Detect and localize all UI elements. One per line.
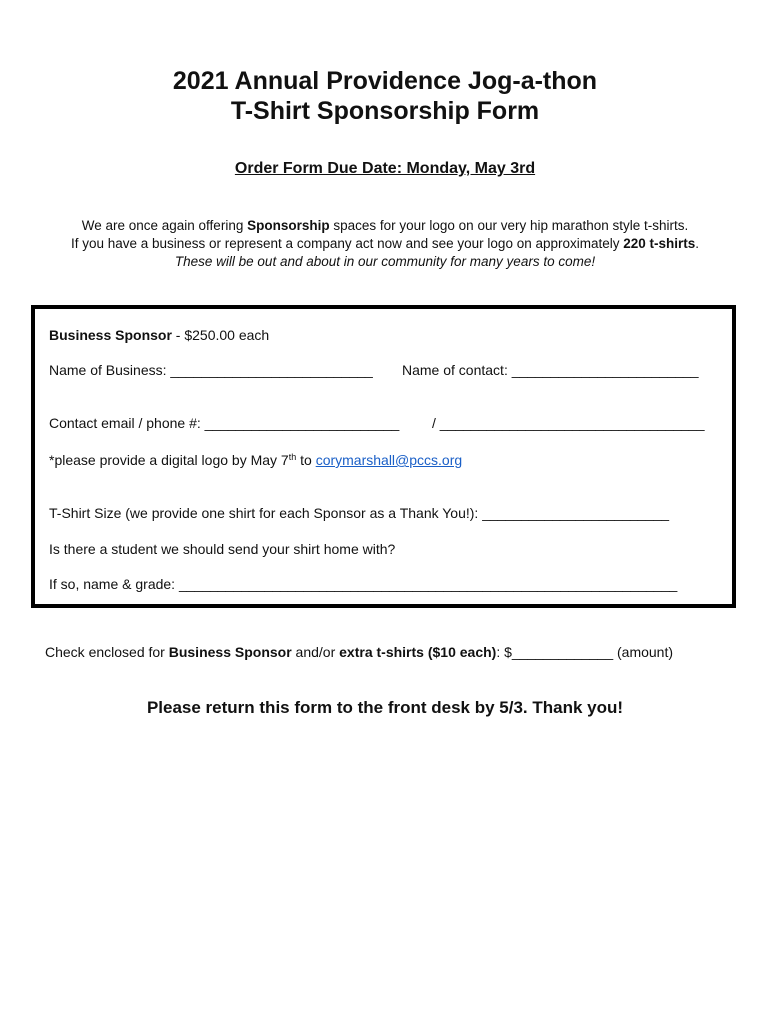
intro-line1-bold: Sponsorship: [247, 218, 330, 233]
sponsor-tier-name: Business Sponsor: [49, 327, 172, 343]
contact-row: [49, 414, 705, 432]
contact-email-field[interactable]: Contact email / phone #: _________________________: [49, 415, 400, 431]
intro-line-1: [0, 217, 770, 234]
closing-note: Please return this form to the front desk by 5/3. Thank you!: [146, 698, 624, 717]
logo-note: [49, 451, 462, 469]
student-question: Is there a student we should send your shirt home with?: [49, 541, 396, 557]
order-due-date: Order Form Due Date: Monday, May 3rd: [234, 160, 536, 177]
check-text-b: and/or: [291, 644, 340, 660]
check-bold-extra-shirts: extra t-shirts ($10 each): [339, 644, 497, 660]
intro-line-2: [0, 235, 770, 252]
sponsor-tier-row: [49, 326, 269, 344]
intro-line2-text-a: If you have a business or represent a company act now and see your logo on approximately: [70, 236, 624, 251]
intro-line1-text-b: spaces for your logo on our very hip marathon style t-shirts.: [329, 218, 689, 233]
check-amount-line: [45, 644, 673, 660]
form-title-line1: 2021 Annual Providence Jog-a-thon: [172, 67, 598, 95]
contact-phone-field[interactable]: / __________________________________: [432, 415, 705, 431]
tshirt-size-field[interactable]: T-Shirt Size (we provide one shirt for each Sponsor as a Thank You!): ________________________: [49, 505, 670, 521]
contact-name-field[interactable]: Name of contact: ________________________: [402, 362, 699, 378]
sponsor-info-box: [31, 305, 736, 608]
intro-line-3: These will be out and about in our community for many years to come!: [174, 254, 596, 269]
student-name-grade-field[interactable]: If so, name & grade: ________________________________________________________________: [49, 576, 678, 592]
intro-line2-text-b: .: [695, 236, 700, 251]
logo-note-text: *please provide a digital logo by May 7: [49, 452, 289, 468]
logo-email-link[interactable]: corymarshall@pccs.org: [315, 452, 463, 468]
intro-line1-text-a: We are once again offering: [81, 218, 248, 233]
check-text-a: Check enclosed for: [45, 644, 169, 660]
check-bold-sponsor: Business Sponsor: [168, 644, 292, 660]
sponsor-tier-price: - $250.00 each: [171, 327, 270, 343]
names-row: [49, 361, 699, 379]
intro-line2-bold: 220 t-shirts: [623, 236, 696, 251]
check-amount-field[interactable]: : $_____________ (amount): [496, 644, 674, 660]
form-title-line2: T-Shirt Sponsorship Form: [230, 97, 540, 125]
logo-note-to: to: [296, 452, 316, 468]
logo-note-sup: th: [288, 452, 297, 462]
business-name-field[interactable]: Name of Business: __________________________: [49, 362, 373, 378]
